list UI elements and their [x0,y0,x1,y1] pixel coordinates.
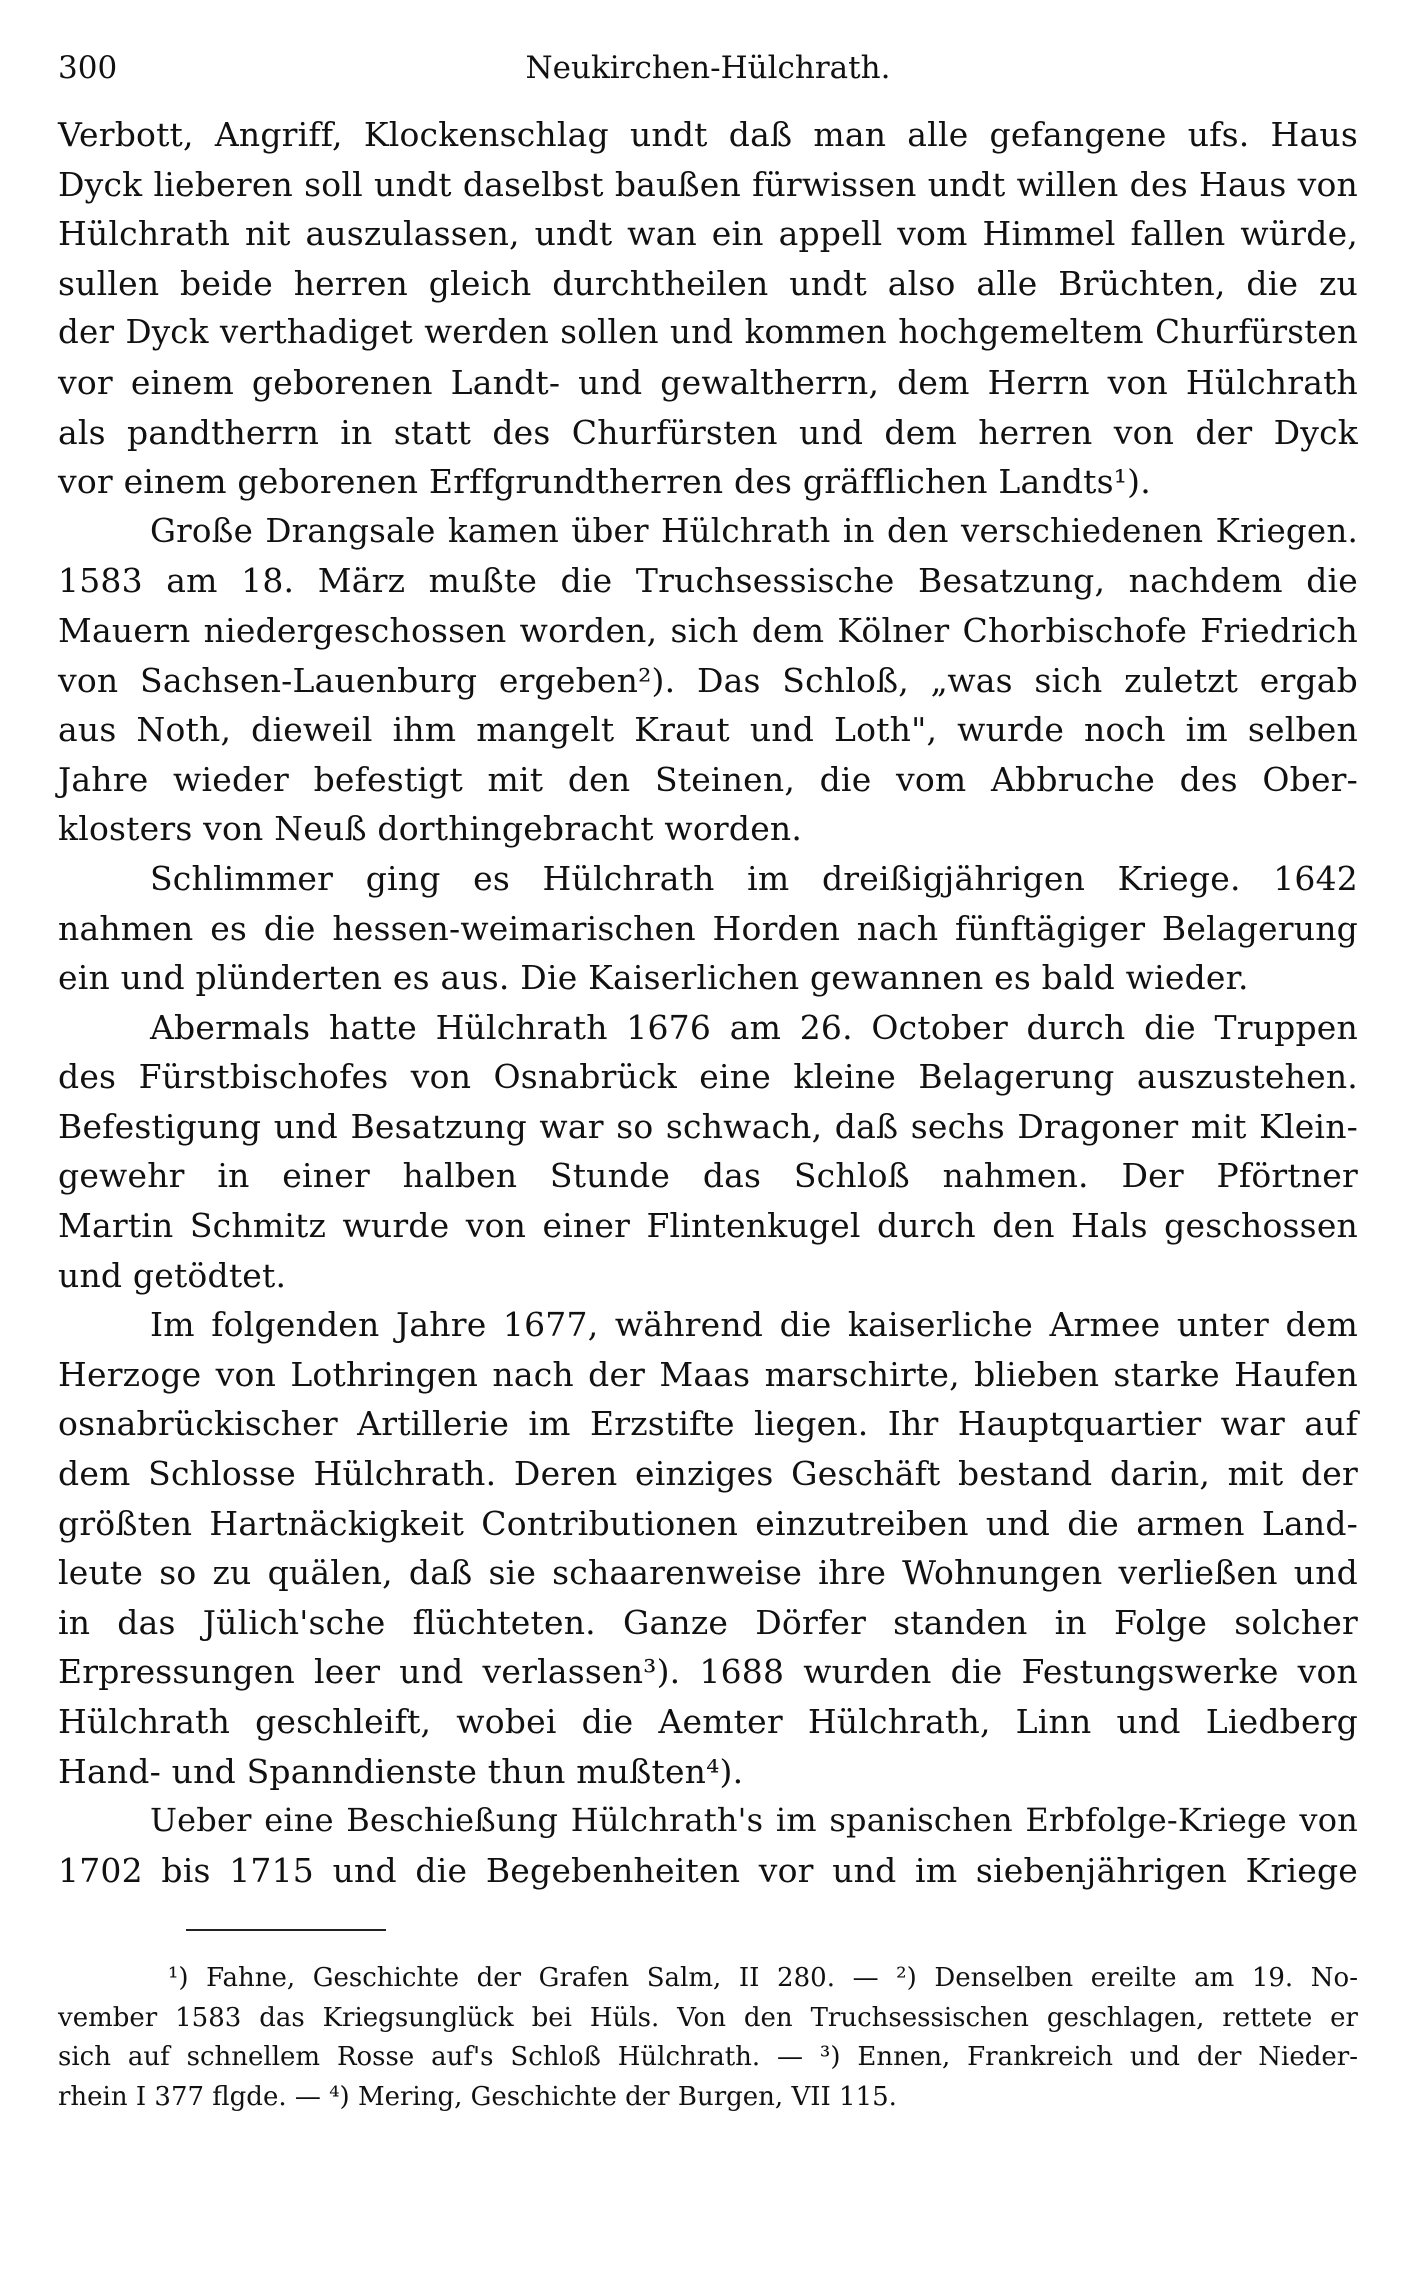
text-line: aus Noth, dieweil ihm mangelt Kraut und Loth", wurde noch im selben [58,710,1358,750]
footnote-line: rhein I 377 flgde. — ⁴) Mering, Geschichte der Burgen, VII 115. [58,2081,897,2112]
text-line: Hülchrath geschleift, wobei die Aemter Hülchrath, Linn und Liedberg [58,1702,1358,1741]
text-line: des Fürstbischofes von Osnabrück eine kleine Belagerung auszustehen. [58,1057,1358,1097]
page-header [58,40,1358,100]
text-line: Große Drangsale kamen über Hülchrath in den verschiedenen Kriegen. [150,511,1358,550]
text-line: Verbott, Angriff, Klockenschlag undt daß man alle gefangene ufs. Haus [58,115,1358,154]
document-page [58,40,1358,2117]
text-line: Abermals hatte Hülchrath 1676 am 26. October durch die Truppen [150,1007,1358,1047]
text-line: Martin Schmitz wurde von einer Flintenkugel durch den Hals geschossen [58,1206,1358,1246]
text-line: vor einem geborenen Erffgrundtherren des gräfflichen Landts¹). [58,462,1151,502]
text-line: Schlimmer ging es Hülchrath im dreißigjährigen Kriege. 1642 [150,858,1358,898]
text-line: dem Schlosse Hülchrath. Deren einziges Geschäft bestand darin, mit der [58,1454,1358,1494]
text-line: vor einem geborenen Landt- und gewaltherrn, dem Herrn von Hülchrath [58,362,1358,402]
text-line: Herzoge von Lothringen nach der Maas marschirte, blieben starke Haufen [58,1354,1358,1394]
running-head: Neukirchen-Hülchrath. [525,50,891,86]
text-line: Jahre wieder befestigt mit den Steinen, die vom Abbruche des Ober- [58,759,1358,799]
text-line: Befestigung und Besatzung war so schwach, daß sechs Dragoner mit Klein- [58,1106,1358,1146]
text-line: und getödtet. [58,1255,287,1295]
text-line: osnabrückischer Artillerie im Erzstifte liegen. Ihr Hauptquartier war auf [58,1404,1358,1444]
footnote-divider [186,1929,386,1931]
text-line: ein und plünderten es aus. Die Kaiserlichen gewannen es bald wieder. [58,958,1249,998]
text-line: Erpressungen leer und verlassen³). 1688 wurden die Festungswerke von [58,1652,1358,1692]
text-line: Hülchrath nit auszulassen, undt wan ein appell vom Himmel fallen würde, [58,214,1358,254]
footnote-line: ¹) Fahne, Geschichte der Grafen Salm, II 280. — ²) Denselben ereilte am 19. No- [168,1963,1358,1994]
text-line: von Sachsen-Lauenburg ergeben²). Das Schloß, „was sich zuletzt ergab [58,660,1358,700]
text-line: Ueber eine Beschießung Hülchrath's im spanischen Erbfolge-Kriege von [150,1801,1358,1840]
text-line: 1583 am 18. März mußte die Truchsessische Besatzung, nachdem die [58,561,1358,601]
text-line: gewehr in einer halben Stunde das Schloß nahmen. Der Pförtner [58,1156,1358,1196]
footnote-line: sich auf schnellem Rosse auf's Schloß Hülchrath. — ³) Ennen, Frankreich und der Nieder- [58,2042,1358,2073]
text-line: leute so zu quälen, daß sie schaarenweise ihre Wohnungen verließen und [58,1553,1358,1593]
body-text [58,110,1358,1895]
footnotes [58,1959,1358,2117]
text-line: klosters von Neuß dorthingebracht worden. [58,809,803,849]
text-line: der Dyck verthadiget werden sollen und kommen hochgemeltem Churfürsten [58,313,1358,352]
text-line: sullen beide herren gleich durchtheilen undt also alle Brüchten, die zu [58,263,1358,303]
footnote-line: vember 1583 das Kriegsunglück bei Hüls. Von den Truchsessischen geschlagen, rettete er [58,2002,1358,2033]
text-line: in das Jülich'sche flüchteten. Ganze Dörfer standen in Folge solcher [58,1602,1358,1642]
text-line: Hand- und Spanndienste thun mußten⁴). [58,1751,744,1791]
text-line: Dyck lieberen soll undt daselbst baußen fürwissen undt willen des Haus von [58,164,1358,204]
text-line: Im folgenden Jahre 1677, während die kaiserliche Armee unter dem [150,1305,1358,1345]
text-line: nahmen es die hessen-weimarischen Horden nach fünftägiger Belagerung [58,908,1358,948]
text-line: als pandtherrn in statt des Churfürsten und dem herren von der Dyck [58,412,1358,452]
page-number: 300 [58,50,118,86]
text-line: 1702 bis 1715 und die Begebenheiten vor und im siebenjährigen Kriege [58,1850,1358,1890]
text-line: Mauern niedergeschossen worden, sich dem Kölner Chorbischofe Friedrich [58,610,1358,650]
text-line: größten Hartnäckigkeit Contributionen einzutreiben und die armen Land- [58,1503,1358,1543]
